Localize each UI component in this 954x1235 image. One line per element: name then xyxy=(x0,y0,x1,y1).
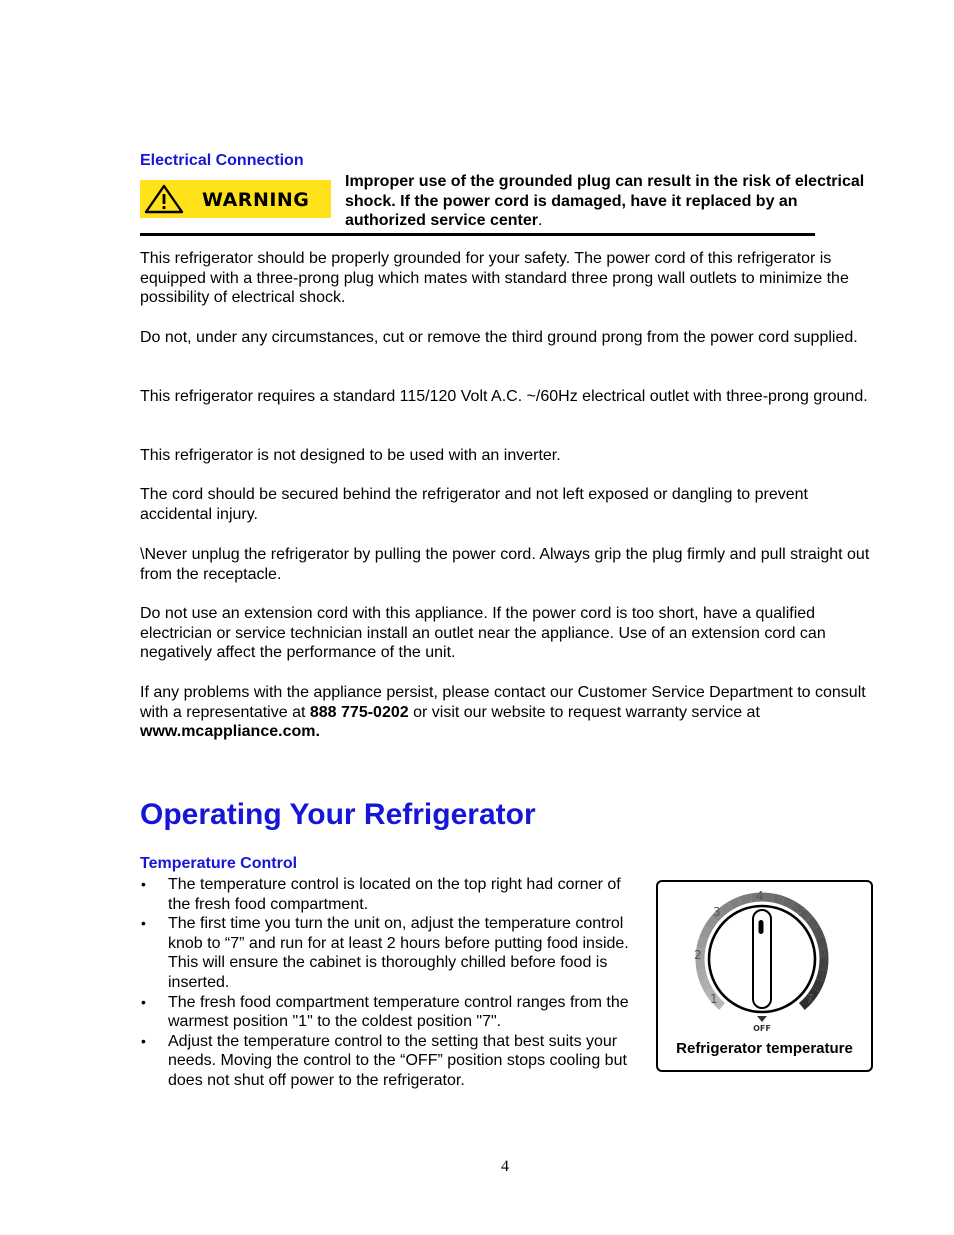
dial-arc-segment xyxy=(708,919,714,928)
section-heading-temperature: Temperature Control xyxy=(140,855,298,872)
dial-arc-segment xyxy=(704,980,709,990)
dial-arc-segment xyxy=(731,901,741,906)
contact-prefix: If any problems with the appliance persist, please contact our Customer Service Department to consult with a representative at xyxy=(140,684,866,721)
bullet-icon: • xyxy=(141,915,146,932)
temperature-dial-icon xyxy=(658,882,871,1037)
dial-arc-segment xyxy=(773,898,783,901)
list-item xyxy=(140,914,640,992)
dial-arc-segment xyxy=(741,898,751,901)
paragraph-contact xyxy=(140,683,875,742)
dial-number-7: 7 xyxy=(806,992,814,1006)
list-item xyxy=(140,1032,640,1091)
paragraph-outlet: This refrigerator requires a standard 115/120 Volt A.C. ~/60Hz electrical outlet with three-prong ground. xyxy=(140,388,868,405)
dial-arc-segment xyxy=(816,928,821,938)
paragraph-ground-prong: Do not, under any circumstances, cut or remove the third ground prong from the power cord supplied. xyxy=(140,329,858,346)
list-item-text: The first time you turn the unit on, adjust the temperature control knob to “7” and run for at least 2 hours before putting food inside. This will ensure the cabinet is thoroughly chilled before food is inserted. xyxy=(168,915,629,991)
contact-phone: 888 775-0202 xyxy=(309,703,409,721)
dial-arc-segment xyxy=(701,938,704,948)
page-number: 4 xyxy=(501,1158,509,1175)
contact-website: www.mcappliance.com. xyxy=(140,723,320,741)
bullet-icon: • xyxy=(141,1032,146,1049)
dial-arc-segment xyxy=(809,919,815,928)
dial-arc-segment xyxy=(704,928,709,938)
paragraph-grounding: This refrigerator should be properly grounded for your safety. The power cord of this refrigerator is equipped with a three-prong plug which mates with standard three prong wall outlets to minimize the possibility of electrical shock. xyxy=(140,250,849,307)
temperature-dial-figure xyxy=(656,880,873,1072)
dial-arc-segment xyxy=(823,959,824,970)
dial-caption: Refrigerator temperature xyxy=(676,1040,853,1057)
list-item-text: The temperature control is located on the top right had corner of the fresh food compartment. xyxy=(168,876,621,913)
divider-rule xyxy=(140,233,815,236)
dial-arc-segment xyxy=(783,901,793,906)
dial-pointer xyxy=(759,920,764,934)
warning-message-main: Improper use of the grounded plug can result in the risk of electrical shock. If the power cord is damaged, have it replaced by an authorized service center xyxy=(345,173,865,230)
list-item xyxy=(140,875,640,914)
paragraph-extension-cord: Do not use an extension cord with this appliance. If the power cord is too short, have a qualified electrician or service technician install an outlet near the appliance. Use of an extension cord can negatively affect the performance of the unit. xyxy=(140,605,826,662)
dial-number-1: 1 xyxy=(710,992,718,1006)
bullet-icon: • xyxy=(141,993,146,1010)
paragraph-cord-secured: The cord should be secured behind the refrigerator and not left exposed or dangling to prevent accidental injury. xyxy=(140,486,808,523)
paragraph-unplug: \Never unplug the refrigerator by pulling the power cord. Always grip the plug firmly and pull straight out from the receptacle. xyxy=(140,546,870,583)
warning-label: WARNING xyxy=(202,189,310,211)
list-item-text: Adjust the temperature control to the setting that best suits your needs. Moving the control to the “OFF” position stops cooling but does not shut off power to the refrigerator. xyxy=(168,1032,627,1089)
bullet-icon: • xyxy=(141,876,146,892)
off-marker-icon xyxy=(757,1016,767,1022)
dial-off-label: OFF xyxy=(753,1024,771,1033)
section-heading-electrical: Electrical Connection xyxy=(140,152,304,169)
warning-badge xyxy=(140,180,331,218)
dial-number-3: 3 xyxy=(713,905,721,919)
dial-number-2: 2 xyxy=(694,948,702,962)
dial-arc-segment xyxy=(820,970,823,980)
dial-arc-segment xyxy=(722,905,731,911)
paragraph-inverter: This refrigerator is not designed to be used with an inverter. xyxy=(140,447,561,464)
dial-number-4: 4 xyxy=(756,889,764,903)
dial-arc-segment xyxy=(701,970,704,980)
list-item-text: The fresh food compartment temperature control ranges from the warmest position "1" to the coldest position "7". xyxy=(168,993,629,1031)
dial-number-6: 6 xyxy=(819,945,827,959)
page-title-operating: Operating Your Refrigerator xyxy=(140,798,536,831)
dial-number-5: 5 xyxy=(798,905,806,919)
temperature-bullet-list xyxy=(140,875,640,1091)
warning-message-period: . xyxy=(537,212,543,230)
warning-triangle-icon xyxy=(144,184,184,214)
warning-message xyxy=(345,172,875,231)
list-item xyxy=(140,993,640,1032)
dial-arc-segment xyxy=(816,980,821,990)
contact-middle: or visit our website to request warranty service at xyxy=(408,703,760,721)
